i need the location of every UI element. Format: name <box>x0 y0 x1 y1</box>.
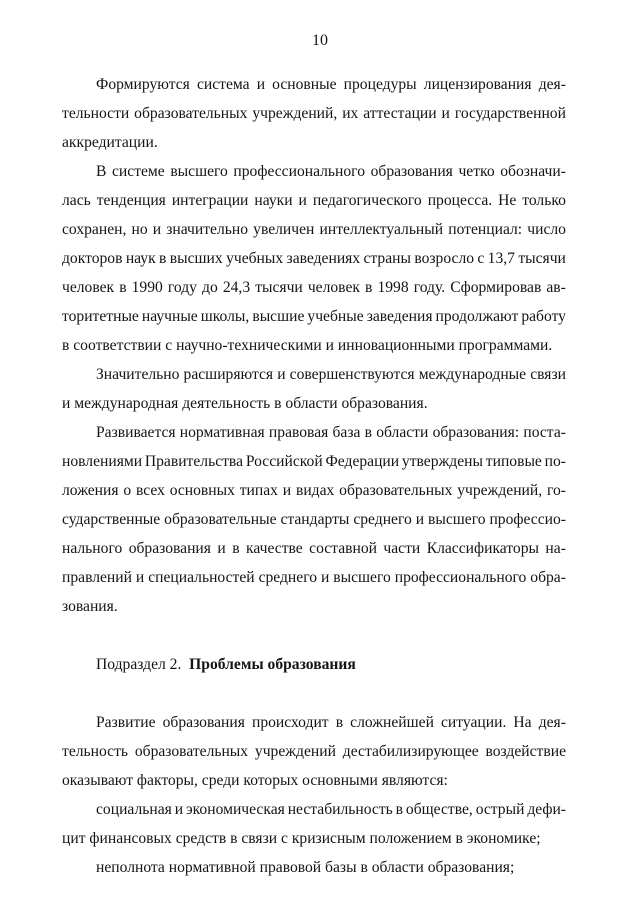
word: воздействие <box>485 743 566 760</box>
text-line: и международная деятельность в области образования. <box>62 395 428 412</box>
word: Классификаторы <box>426 540 539 557</box>
paragraph <box>62 157 566 360</box>
word: новлениями <box>62 453 143 470</box>
word: и <box>277 366 286 383</box>
justified-text <box>62 244 566 273</box>
word: по- <box>544 453 566 470</box>
word: ав- <box>546 279 566 296</box>
word: образовательных <box>339 482 453 499</box>
word: дея- <box>538 714 566 731</box>
word: 24,3 <box>222 279 251 296</box>
word: На <box>513 714 532 731</box>
word: связи <box>530 366 566 383</box>
word: и <box>152 221 162 238</box>
text-line <box>62 737 566 766</box>
word: докторов <box>62 250 123 267</box>
word: дестабилизирующее <box>342 743 479 760</box>
word: образовательных <box>134 105 248 122</box>
word: учебных <box>226 250 284 267</box>
word: Не <box>498 192 517 209</box>
word: правовая <box>268 424 329 441</box>
word: высшего <box>170 163 228 180</box>
word: дея- <box>538 76 566 93</box>
word: в <box>119 279 127 296</box>
word: Правительства <box>144 453 244 470</box>
word: поста- <box>523 424 566 441</box>
word: типовые <box>485 453 542 470</box>
word: число <box>527 221 566 238</box>
word: интеллектуальный <box>319 221 444 238</box>
justified-text <box>96 157 566 186</box>
text-line <box>62 70 566 99</box>
word: стандарты <box>280 511 350 528</box>
word: ложения <box>62 482 119 499</box>
text-line <box>62 795 566 824</box>
word: части <box>383 540 421 557</box>
word: человек <box>62 279 115 296</box>
word: тысячи <box>255 279 303 296</box>
word: высшего <box>333 569 391 586</box>
word: тельности <box>62 105 130 122</box>
paragraph <box>62 418 566 621</box>
word: видах <box>295 482 335 499</box>
word: Формируются <box>96 76 190 93</box>
word: среднего <box>353 511 412 528</box>
word: тельность <box>62 743 129 760</box>
word: школы, <box>200 308 250 325</box>
word: среднего <box>258 569 318 586</box>
justified-text <box>96 795 566 824</box>
word: нормативная <box>179 424 265 441</box>
word: возросло <box>414 250 475 267</box>
word: заведениях <box>286 250 361 267</box>
justified-text <box>96 418 566 447</box>
justified-text <box>62 563 566 592</box>
word: четко <box>458 163 495 180</box>
justified-text <box>62 737 566 766</box>
word: правлений <box>62 569 132 586</box>
word: в <box>364 424 373 441</box>
word: образовательных <box>134 743 249 760</box>
word: типах <box>239 482 278 499</box>
word: но <box>131 221 148 238</box>
word: специальностей <box>148 569 255 586</box>
word: система <box>196 76 250 93</box>
text-line <box>62 99 566 128</box>
justified-text <box>62 476 566 505</box>
justified-text <box>96 70 566 99</box>
section-heading-prefix: Подраздел 2. <box>96 656 182 673</box>
text-line: в соответствии с научно-техническими и инновационными программами. <box>62 337 553 354</box>
word: учреждений, <box>457 482 543 499</box>
word: с <box>477 250 485 267</box>
justified-text <box>62 534 566 563</box>
word: работу <box>521 308 566 325</box>
word: ситуации. <box>441 714 507 731</box>
word: страны <box>363 250 411 267</box>
word: образования <box>370 163 453 180</box>
text-line: зования. <box>62 598 118 615</box>
justified-text <box>62 447 566 476</box>
word: профессио- <box>489 511 566 528</box>
word: на- <box>545 540 566 557</box>
word: системе <box>112 163 165 180</box>
word: 13,7 <box>487 250 515 267</box>
word: продолжают <box>435 308 519 325</box>
word: составной <box>309 540 377 557</box>
word: учреждений <box>254 743 336 760</box>
text-line: оказывают факторы, среди которых основными являются: <box>62 772 448 789</box>
text-line: неполнота нормативной правовой базы в области образования; <box>96 859 515 876</box>
text-line <box>62 418 566 447</box>
word: наук <box>125 250 156 267</box>
word: высшего <box>428 511 486 528</box>
text-line <box>62 215 566 244</box>
text-line <box>62 186 566 215</box>
word: Значительно <box>96 366 180 383</box>
text-line: аккредитации. <box>62 134 158 151</box>
word: сударственные <box>62 511 161 528</box>
word: и <box>174 801 184 818</box>
word: профессионального <box>394 569 527 586</box>
word: о <box>123 482 132 499</box>
word: заведения <box>366 308 433 325</box>
justified-text <box>96 708 566 737</box>
word: Федерации <box>325 453 400 470</box>
word: Сформировав <box>450 279 542 296</box>
justified-text <box>62 186 566 215</box>
word: потенциал: <box>448 221 523 238</box>
word: до <box>202 279 218 296</box>
text-line: цит финансовых средств в связи с кризисным положением в экономике; <box>62 830 541 847</box>
word: торитетные <box>62 308 139 325</box>
word: обществе, <box>405 801 473 818</box>
word: году <box>167 279 197 296</box>
word: расширяются <box>183 366 274 383</box>
word: основные <box>272 76 337 93</box>
word: и <box>441 105 450 122</box>
paragraph <box>62 795 566 853</box>
text-line <box>62 360 566 389</box>
word: тысячи <box>518 250 566 267</box>
justified-text <box>62 99 566 128</box>
word: и <box>320 569 330 586</box>
word: и <box>415 511 425 528</box>
word: Развитие <box>96 714 156 731</box>
word: сложнейшей <box>350 714 434 731</box>
text-line <box>62 447 566 476</box>
word: государственной <box>454 105 566 122</box>
justified-text <box>96 360 566 389</box>
word: лицензирования <box>423 76 532 93</box>
word: дефи- <box>527 801 566 818</box>
word: увеличен <box>253 221 315 238</box>
word: высших <box>169 250 223 267</box>
word: совершенствуются <box>289 366 415 383</box>
word: учреждений, <box>252 105 338 122</box>
justified-text <box>62 505 566 534</box>
word: профессионального <box>233 163 365 180</box>
word: образования <box>128 540 211 557</box>
word: науки <box>254 192 293 209</box>
text-line <box>62 563 566 592</box>
word: образования <box>162 714 245 731</box>
word: в <box>365 279 373 296</box>
word: обозначи- <box>500 163 566 180</box>
word: сохранен, <box>62 221 127 238</box>
word: и <box>135 569 145 586</box>
word: научные <box>141 308 198 325</box>
word: высшие <box>252 308 305 325</box>
word: и <box>256 76 266 93</box>
word: го- <box>546 482 566 499</box>
word: образования: <box>432 424 520 441</box>
word: качестве <box>246 540 303 557</box>
word: происходит <box>251 714 329 731</box>
word: экономическая <box>185 801 285 818</box>
word: процесса. <box>427 192 493 209</box>
justified-text <box>62 215 566 244</box>
word: нального <box>62 540 123 557</box>
word: интеграции <box>171 192 249 209</box>
word: обра- <box>530 569 566 586</box>
word: и <box>298 192 307 209</box>
word: в <box>232 540 240 557</box>
text-line <box>62 157 566 186</box>
word: в <box>395 801 404 818</box>
word: аттестации <box>363 105 437 122</box>
section-heading-title: Проблемы образования <box>189 656 356 673</box>
paragraph <box>62 853 566 882</box>
word: всех <box>135 482 165 499</box>
word: 1998 <box>377 279 409 296</box>
text-line <box>62 273 566 302</box>
word: человек <box>307 279 360 296</box>
paragraph <box>62 708 566 795</box>
section-heading <box>62 650 566 679</box>
word: и <box>282 482 292 499</box>
word: их <box>342 105 359 122</box>
word: нестабильность <box>287 801 393 818</box>
word: образовательные <box>164 511 277 528</box>
text-line <box>62 302 566 331</box>
word: утверждены <box>401 453 483 470</box>
word: основных <box>169 482 235 499</box>
word: тенденция <box>96 192 166 209</box>
word: и <box>217 540 226 557</box>
word: международные <box>418 366 527 383</box>
text-line <box>62 505 566 534</box>
word: в <box>335 714 344 731</box>
word: учебные <box>307 308 364 325</box>
word: лась <box>62 192 91 209</box>
document-body <box>62 70 566 882</box>
paragraph <box>62 360 566 418</box>
justified-text <box>62 302 566 331</box>
word: Российской <box>245 453 323 470</box>
text-line <box>62 534 566 563</box>
page-number: 10 <box>312 32 328 49</box>
text-line <box>62 244 566 273</box>
word: значительно <box>166 221 249 238</box>
word: Развивается <box>96 424 176 441</box>
word: году. <box>413 279 446 296</box>
word: в <box>159 250 167 267</box>
word: только <box>522 192 566 209</box>
justified-text <box>62 273 566 302</box>
text-line <box>62 476 566 505</box>
word: области <box>376 424 429 441</box>
word: острый <box>475 801 525 818</box>
word: социальная <box>96 801 172 818</box>
word: 1990 <box>131 279 163 296</box>
word: В <box>96 163 107 180</box>
text-line <box>62 708 566 737</box>
word: педагогического <box>312 192 422 209</box>
word: база <box>332 424 361 441</box>
paragraph <box>62 70 566 157</box>
word: процедуры <box>343 76 417 93</box>
